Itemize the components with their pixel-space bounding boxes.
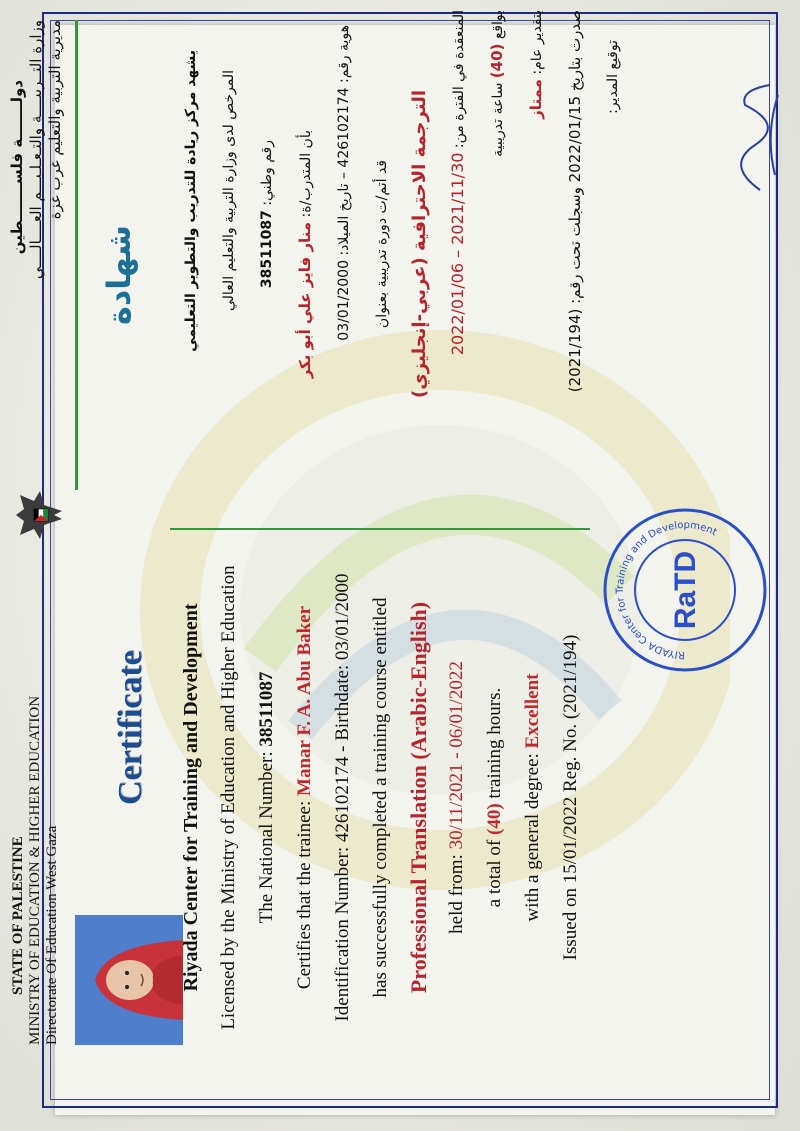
english-header — [10, 696, 61, 1045]
total-prefix-en: a total of — [484, 839, 505, 908]
national-label-ar: رقم وطني: — [259, 140, 275, 206]
national-label-en: The National Number: — [256, 751, 277, 924]
held-dates-ar: 2021/11/30 – 2022/01/06 — [448, 152, 467, 356]
state-en: STATE OF PALESTINE — [10, 836, 26, 995]
degree-line-ar — [517, 10, 556, 510]
hours-en: (40) — [484, 803, 505, 835]
ministry-ar: وزارة التــربيــــة والتـعـلـيـــم العــــالــــي — [27, 20, 45, 280]
national-number-line-en — [248, 535, 286, 1060]
total-suffix-en: training hours. — [484, 687, 505, 799]
trainee-photo — [75, 915, 183, 1045]
trainee-portrait-image — [75, 915, 183, 1045]
ministry-en: MINISTRY OF EDUCATION & HIGHER EDUCATION — [27, 695, 43, 1045]
national-number-line-ar — [248, 140, 286, 510]
degree-ar: ممتاز — [527, 79, 545, 119]
total-line-en — [476, 535, 514, 1060]
stamp-letters: RaTD — [669, 550, 702, 630]
hours-ar: (40) — [488, 43, 506, 79]
held-line-en — [438, 535, 476, 1060]
course-title-en: Professional Translation (Arabic-English) — [406, 601, 431, 994]
course-title-ar: الترجمة الاحترافية (عربي-إنجليزي) — [409, 90, 430, 398]
held-label-ar: المنعقدة في الفترة من: — [451, 10, 467, 149]
held-dates-en: 30/11/2021 - 06/01/2022 — [446, 661, 467, 850]
riyada-official-stamp — [600, 505, 770, 675]
manager-sign-label-ar: توقيع المدير: — [605, 40, 621, 114]
trainee-line-ar — [286, 130, 325, 510]
completed-ar: قد أتم/ت دورة تدريبية بعنوان — [374, 160, 390, 329]
manager-signature — [720, 75, 790, 195]
arabic-body — [172, 10, 632, 510]
directorate-ar: مديرية التربية والتعليم غرب غزة — [46, 20, 64, 220]
trainee-label-ar: بأن المتدرب/ة: — [298, 130, 314, 218]
certificate-title-en: Certificate — [112, 650, 149, 805]
center-name-en: Riyada Center for Training and Development — [180, 603, 202, 992]
licensed-ar: المرخص لدى وزارة التربية والتعليم العالي — [221, 70, 237, 312]
directorate-en: Directorate Of Education West Gaza — [44, 825, 60, 1045]
trainee-name-ar: منار فايز علي أبو بكر — [296, 221, 314, 379]
degree-en: Excellent — [522, 673, 543, 749]
national-number-ar: 38511087 — [259, 210, 275, 289]
total-prefix-ar: بواقع — [490, 10, 506, 40]
trainee-line-en — [286, 535, 324, 1060]
center-name-ar: يشهد مركز ريادة للتدريب والتطوير التعليمي — [183, 50, 199, 352]
degree-label-en: with a general degree: — [522, 753, 543, 922]
total-line-ar — [478, 10, 517, 510]
center-divider — [170, 528, 590, 530]
licensed-en: Licensed by the Ministry of Education and Higher Education — [218, 565, 239, 1030]
palestine-eagle-emblem — [10, 485, 70, 545]
header-rule — [75, 20, 78, 490]
id-line-ar: هوية رقم: 426102174 – تاريخ الميلاد: 03/01/2000 — [336, 25, 352, 341]
completed-en: has successfully completed a training course entitled — [370, 597, 391, 998]
certifies-label-en: Certifies that the trainee: — [294, 800, 315, 990]
state-ar: دولـــــــة فلســـــــطين — [8, 80, 26, 255]
degree-line-en — [514, 535, 552, 1060]
id-line-en: Identification Number: 426102174 - Birthdate: 03/01/2000 — [332, 573, 353, 1022]
trainee-name-en: Manar F. A. Abu Baker — [294, 605, 315, 796]
stamp-ring-text: RIYADA Center for Training and Development — [614, 519, 719, 661]
national-number-en: 38511087 — [256, 671, 277, 747]
issued-ar: صدرت بتاريخ 2022/01/15 وسجلت تحت رقم: (2021/194) — [566, 10, 584, 393]
degree-label-ar: بتقدير عام: — [529, 10, 545, 75]
certificate-title-ar: شهادة — [100, 225, 138, 325]
english-body — [172, 535, 590, 1060]
held-line-ar — [439, 10, 478, 510]
total-suffix-ar: ساعة تدريبية — [490, 82, 506, 157]
held-label-en: held from: — [446, 854, 467, 934]
issued-en: Issued on 15/01/2022 Reg. No. (2021/194) — [560, 634, 581, 961]
arabic-header — [8, 20, 65, 279]
